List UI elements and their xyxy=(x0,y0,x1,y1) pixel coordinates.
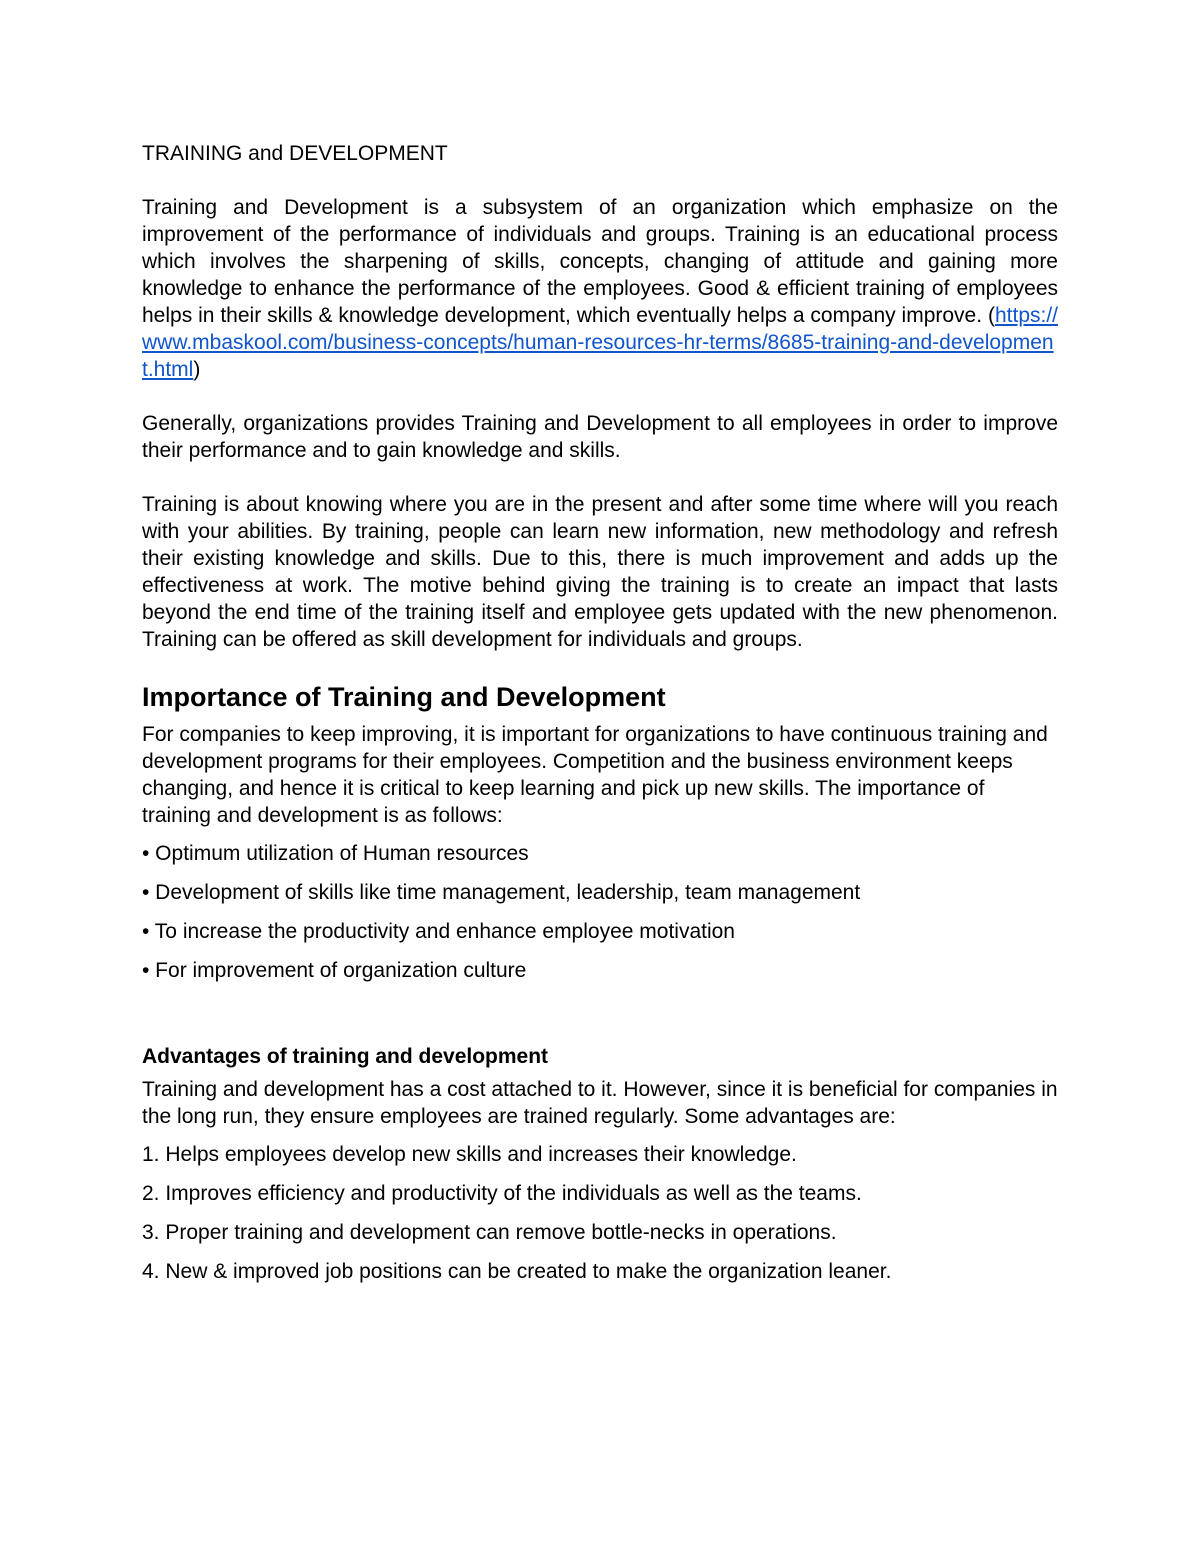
advantages-heading: Advantages of training and development xyxy=(142,1045,549,1068)
importance-list xyxy=(142,840,1058,984)
importance-intro: For companies to keep improving, it is important for organizations to have continuous training and development programs for their employees. Competition and the business environment keeps changing, and hence it is critical to keep learning and pick up new skills. The importance of training and development is as follows: xyxy=(142,723,1048,827)
intro-text: Training and Development is a subsystem of an organization which emphasize on the improvement of the performance of individuals and groups. Training is an educational process which involves the sharpening of skills, concepts, changing of attitude and gaining more knowledge to enhance the performance of the employees. Good & efficient training of employees helps in their skills & knowledge development, which eventually helps a company improve. ( xyxy=(142,196,1058,327)
list-item: 3. Proper training and development can remove bottle-necks in operations. xyxy=(142,1221,837,1244)
list-item: 1. Helps employees develop new skills and increases their knowledge. xyxy=(142,1143,797,1166)
document-title: TRAINING and DEVELOPMENT xyxy=(142,142,448,165)
importance-heading: Importance of Training and Development xyxy=(142,682,666,712)
list-item: 4. New & improved job positions can be created to make the organization leaner. xyxy=(142,1260,892,1283)
intro-paragraph xyxy=(142,194,1058,383)
training-paragraph: Training is about knowing where you are in the present and after some time where will you reach with your abilities. By training, people can learn new information, new methodology and refresh their existing knowledge and skills. Due to this, there is much improvement and adds up the effectiveness at work. The motive behind giving the training is to create an impact that lasts beyond the end time of the training itself and employee gets updated with the new phenomenon. Training can be offered as skill development for individuals and groups. xyxy=(142,493,1058,651)
list-item: • Development of skills like time management, leadership, team management xyxy=(142,881,861,904)
advantages-list xyxy=(142,1141,1058,1285)
list-item: • For improvement of organization culture xyxy=(142,959,527,982)
source-link[interactable]: https://www.mbaskool.com/business-concepts/human-resources-hr-terms/8685-training-and-development.html xyxy=(142,304,1058,381)
list-item: • To increase the productivity and enhance employee motivation xyxy=(142,920,735,943)
advantages-intro: Training and development has a cost attached to it. However, since it is beneficial for companies in the long run, they ensure employees are trained regularly. Some advantages are: xyxy=(142,1078,1058,1128)
list-item: 2. Improves efficiency and productivity of the individuals as well as the teams. xyxy=(142,1182,862,1205)
list-item: • Optimum utilization of Human resources xyxy=(142,842,529,865)
document-page xyxy=(142,140,1058,1297)
general-paragraph: Generally, organizations provides Training and Development to all employees in order to improve their performance and to gain knowledge and skills. xyxy=(142,412,1058,462)
intro-text-close: ) xyxy=(193,358,201,381)
